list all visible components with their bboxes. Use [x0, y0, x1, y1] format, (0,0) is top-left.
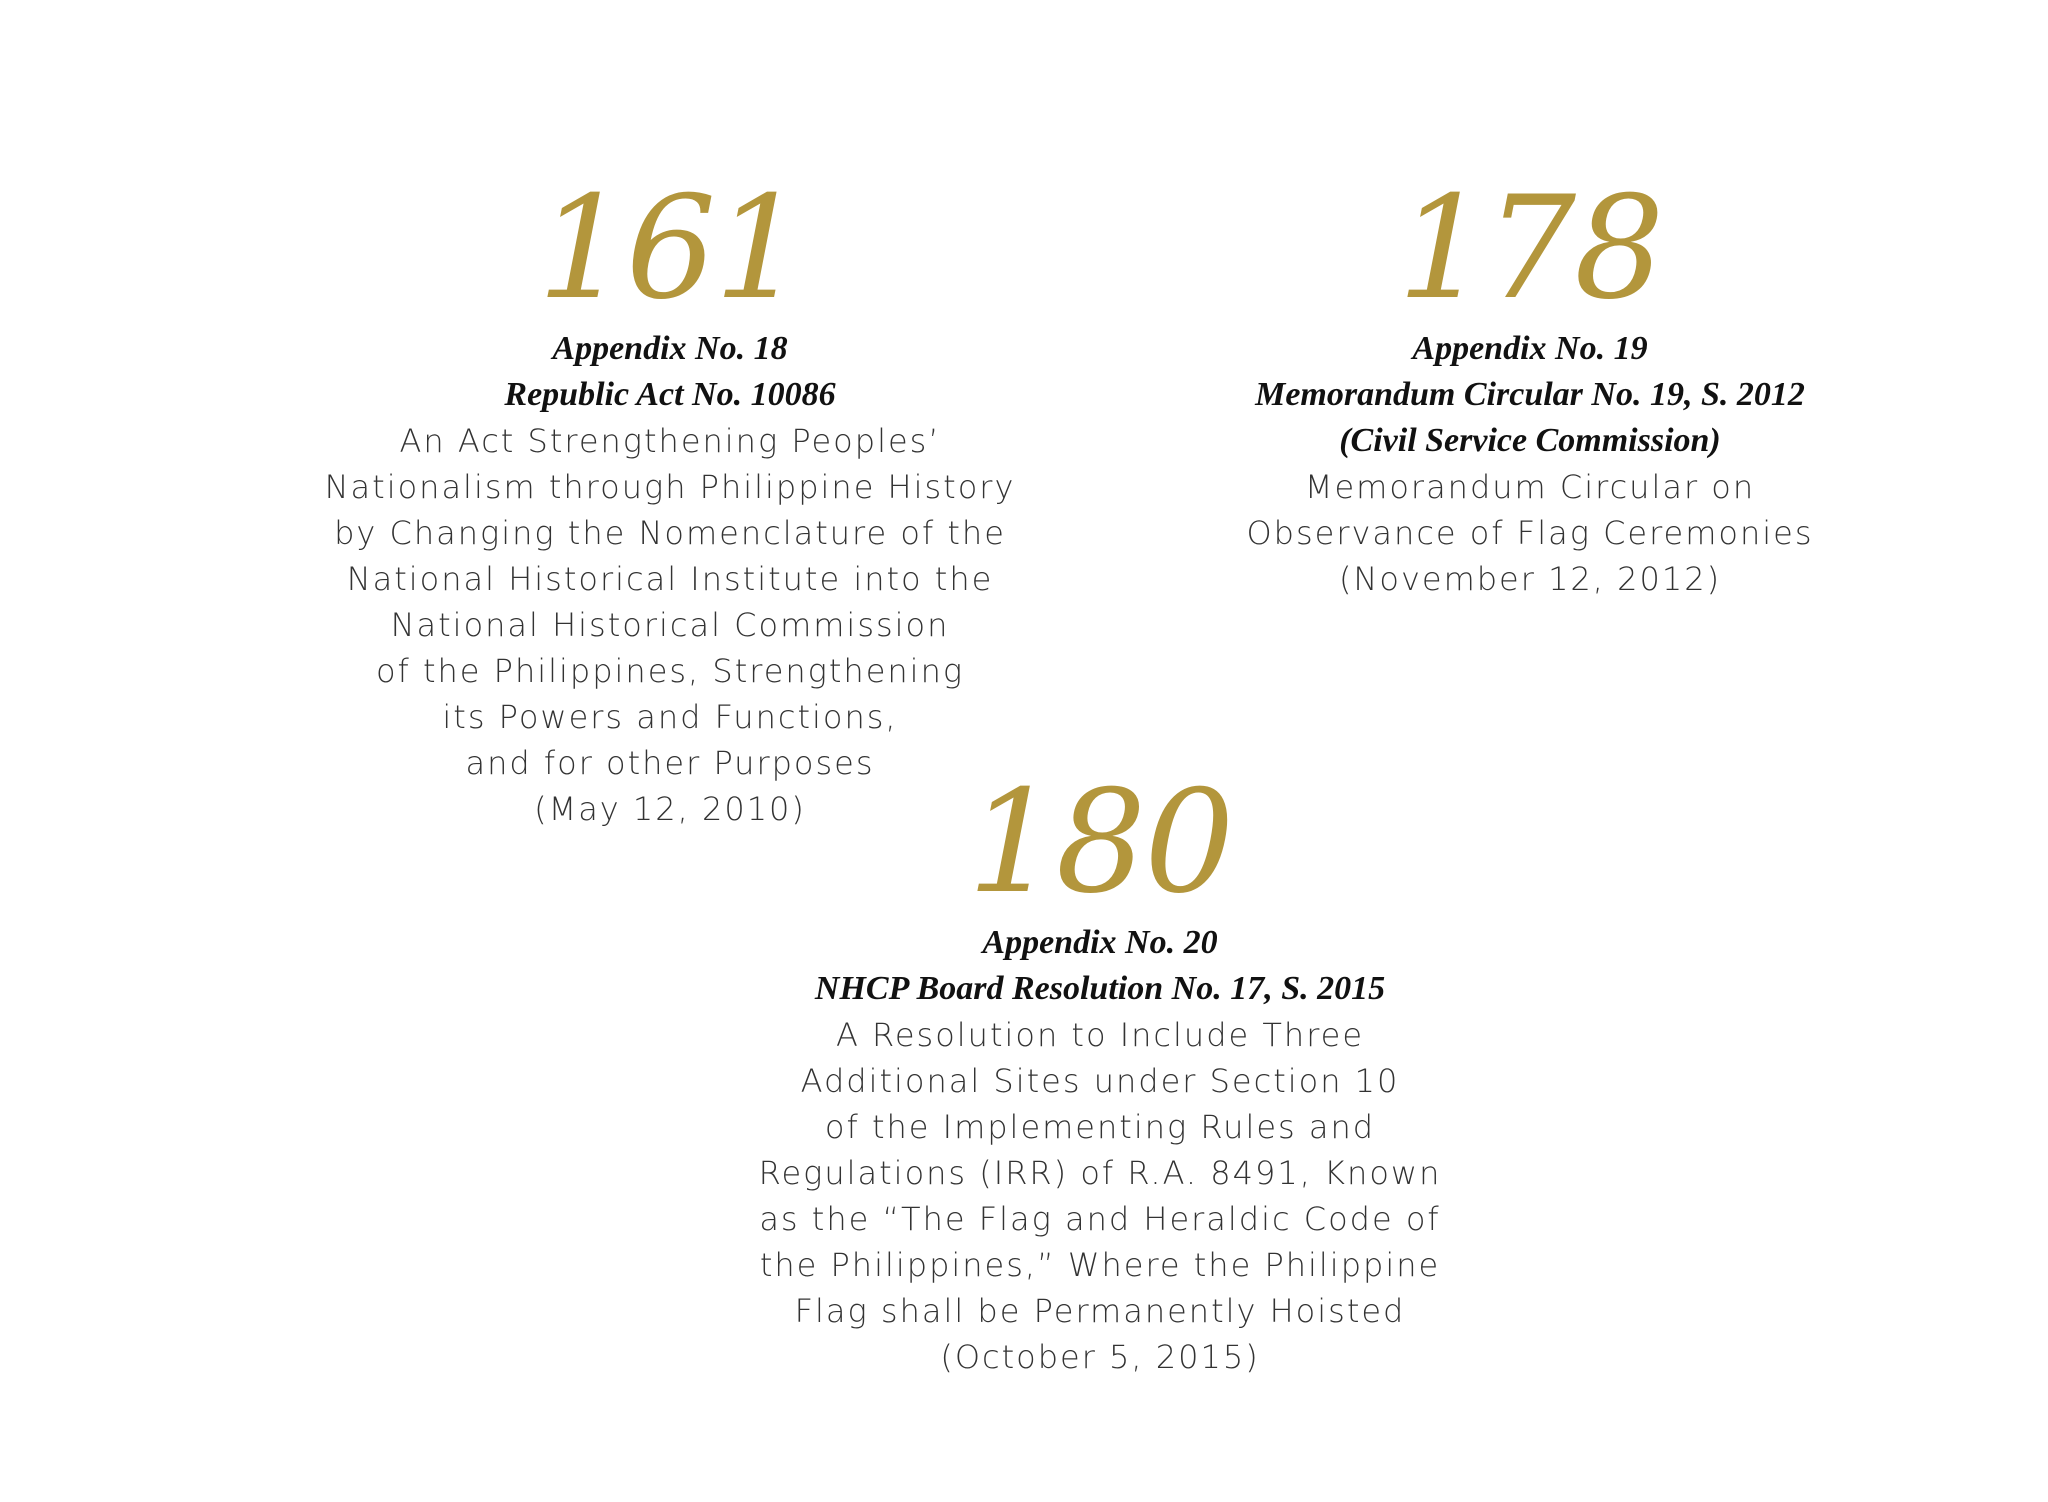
description-line: National Historical Institute into the — [346, 560, 994, 598]
description-line: its Powers and Functions, — [442, 698, 898, 736]
appendix-entry-18 — [300, 166, 1040, 832]
description-line: Observance of Flag Ceremonies — [1246, 514, 1814, 552]
description-line: Regulations (IRR) of R.A. 8491, Known — [758, 1154, 1442, 1192]
description-line: An Act Strengthening Peoples’ — [399, 422, 941, 460]
appendix-subtitle: Republic Act No. 10086 — [504, 376, 836, 413]
appendix-subtitle: NHCP Board Resolution No. 17, S. 2015 — [814, 970, 1386, 1007]
description-line: as the “The Flag and Heraldic Code of — [759, 1200, 1441, 1238]
description-line: the Philippines,” Where the Philippine — [759, 1246, 1441, 1284]
appendix-subtitle: Memorandum Circular No. 19, S. 2012 — [1255, 376, 1805, 413]
description-line: Memorandum Circular on — [1304, 468, 1756, 506]
description-date: (May 12, 2010) — [534, 790, 806, 828]
description-line: Flag shall be Permanently Hoisted — [794, 1292, 1406, 1330]
description-line: National Historical Commission — [390, 606, 950, 644]
description-line: of the Philippines, Strengthening — [375, 652, 965, 690]
description-date: (November 12, 2012) — [1338, 560, 1722, 598]
page-number: 180 — [967, 760, 1233, 925]
description-line: of the Implementing Rules and — [824, 1108, 1376, 1146]
description-date: (October 5, 2015) — [940, 1338, 1260, 1376]
appendix-title: Appendix No. 19 — [1412, 330, 1648, 367]
appendix-title: Appendix No. 18 — [552, 330, 788, 367]
page-number: 178 — [1397, 166, 1663, 331]
appendix-title: Appendix No. 20 — [982, 924, 1218, 961]
description-line: Nationalism through Philippine History — [324, 468, 1016, 506]
appendix-entry-20 — [700, 760, 1500, 1380]
description-line: by Changing the Nomenclature of the — [334, 514, 1006, 552]
appendix-entry-19 — [1140, 166, 1920, 602]
description-line: Additional Sites under Section 10 — [800, 1062, 1400, 1100]
description-line: A Resolution to Include Three — [835, 1016, 1365, 1054]
description-line: and for other Purposes — [465, 744, 875, 782]
page-number: 161 — [537, 166, 803, 331]
appendix-subtitle: (Civil Service Commission) — [1339, 422, 1721, 459]
